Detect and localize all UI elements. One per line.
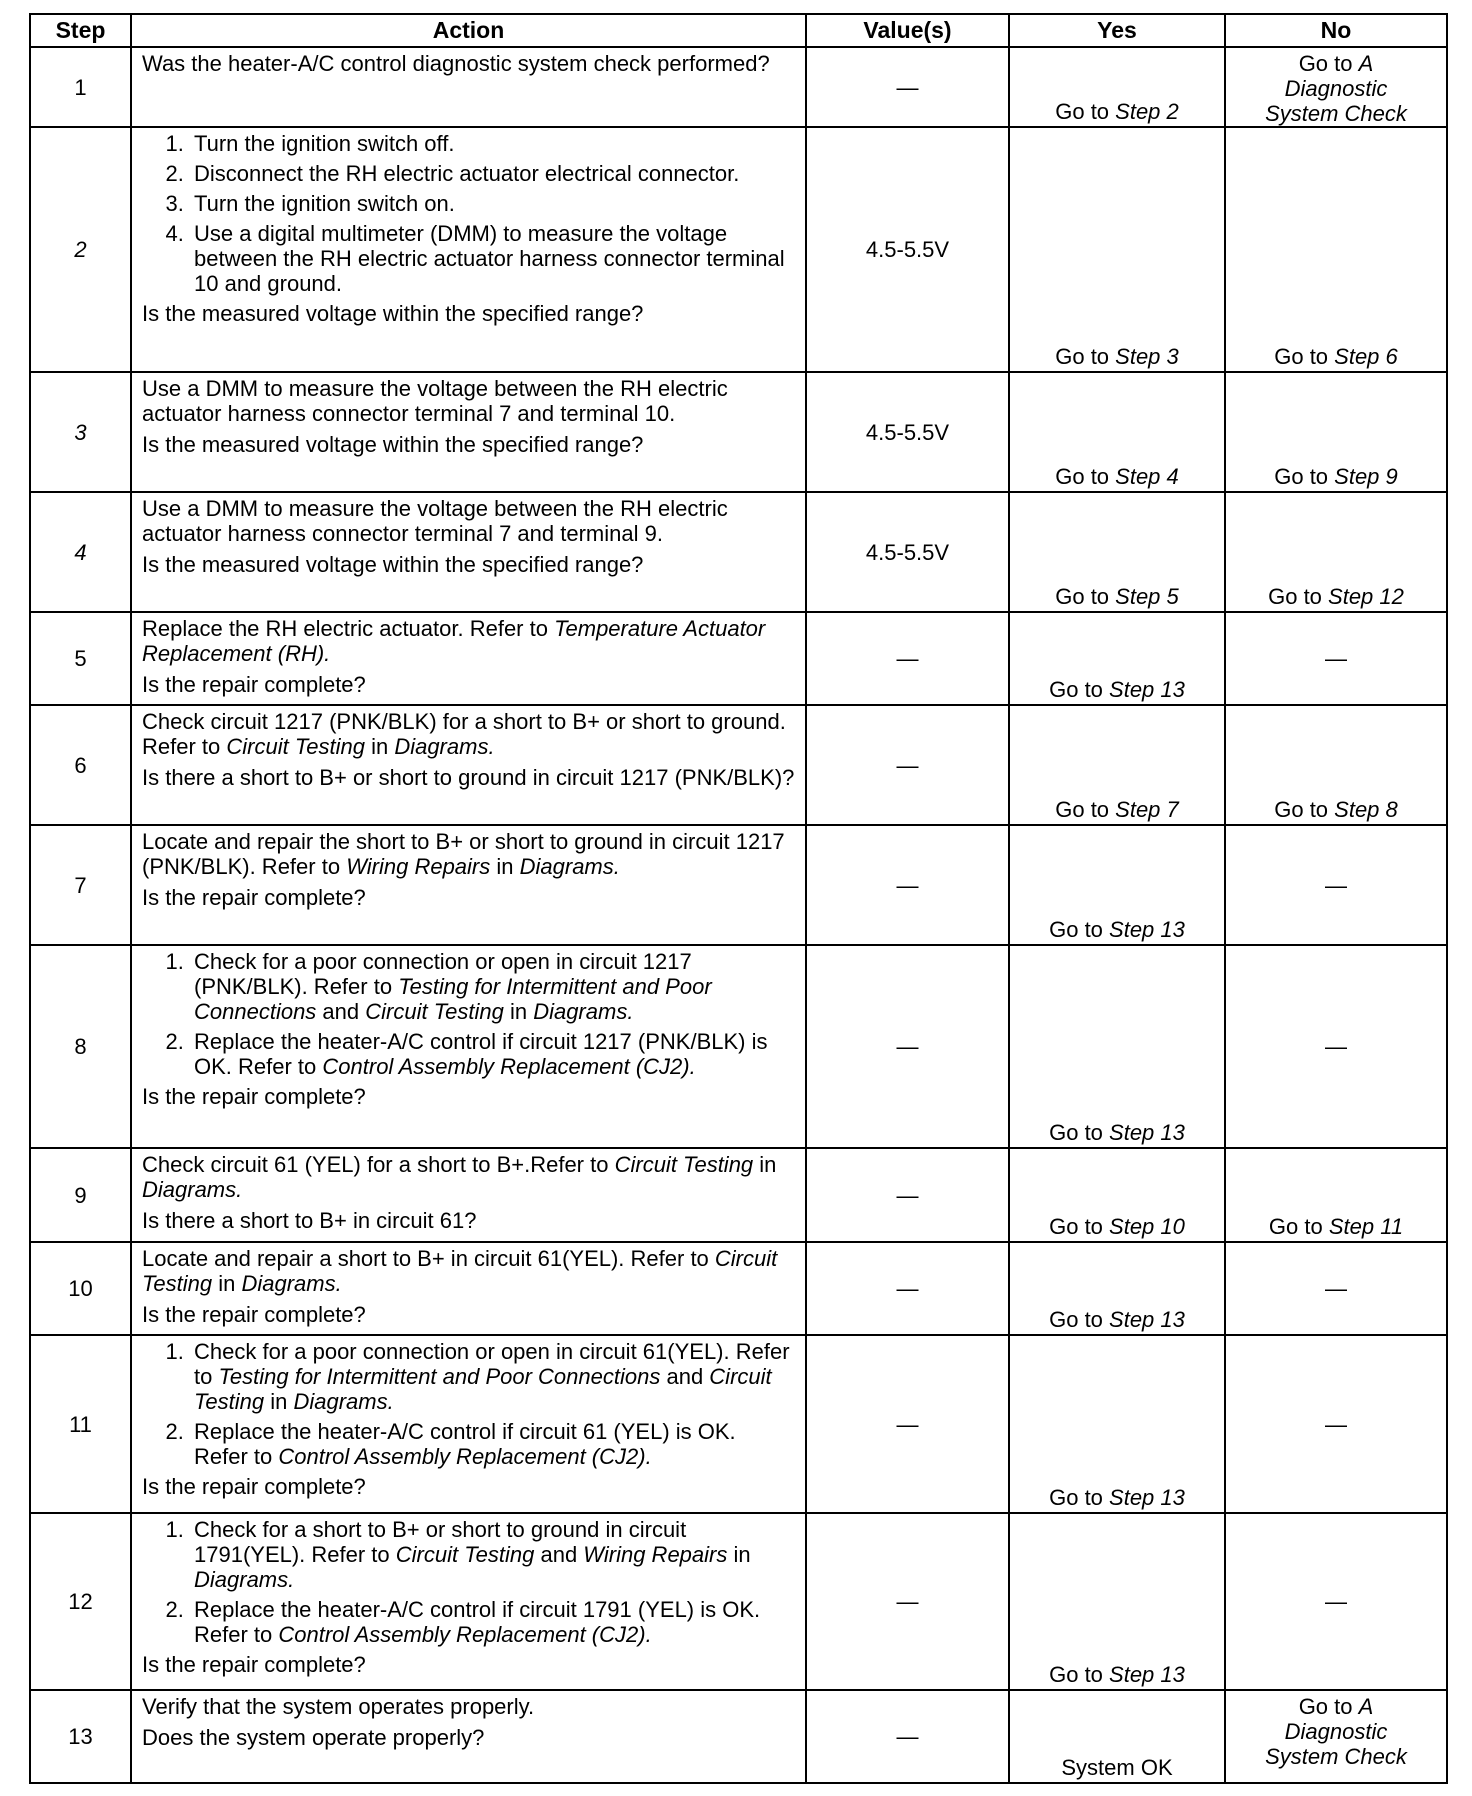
yes-cell xyxy=(1009,945,1225,1148)
yes-prefix: Go to xyxy=(1049,1214,1110,1239)
value-cell: — xyxy=(806,825,1009,945)
action-ref: Control Assembly Replacement (CJ2). xyxy=(278,1444,652,1469)
yes-step-link: Step 13 xyxy=(1109,1307,1185,1332)
step-number: 12 xyxy=(30,1513,131,1690)
yes-cell xyxy=(1009,1335,1225,1513)
header-values: Value(s) xyxy=(806,14,1009,47)
yes-cell xyxy=(1009,1242,1225,1335)
value-cell: — xyxy=(806,1242,1009,1335)
yes-prefix: Go to xyxy=(1049,1307,1110,1332)
action-text: Use a DMM to measure the voltage between the RH electric actuator harness connector terminal 7 and terminal 10. xyxy=(142,376,728,426)
action-text: Was the heater-A/C control diagnostic system check performed? xyxy=(142,51,770,76)
action-ref: Circuit Testing xyxy=(614,1152,754,1177)
step-number: 8 xyxy=(30,945,131,1148)
action-steps-list xyxy=(142,131,795,296)
no-cell xyxy=(1225,492,1447,612)
action-ref: Wiring Repairs xyxy=(583,1542,728,1567)
header-no: No xyxy=(1225,14,1447,47)
action-cell xyxy=(131,47,806,127)
action-text-part: Check for a short to B+ or short to ground in circuit 1791(YEL). Refer to xyxy=(194,1517,687,1567)
step-number: 9 xyxy=(30,1148,131,1242)
action-text-part: in xyxy=(490,854,520,879)
yes-prefix: Go to xyxy=(1055,797,1116,822)
action-text: Verify that the system operates properly. xyxy=(142,1694,535,1719)
action-text-part: Check for a poor connection or open in circuit 61(YEL). Refer to xyxy=(194,1339,790,1389)
header-step: Step xyxy=(30,14,131,47)
header-row xyxy=(30,14,1447,47)
action-ref: Diagrams. xyxy=(142,1177,243,1202)
action-cell xyxy=(131,1242,806,1335)
yes-cell xyxy=(1009,492,1225,612)
yes-cell xyxy=(1009,705,1225,825)
action-question: Is there a short to B+ or short to ground in circuit 1217 (PNK/BLK)? xyxy=(142,765,795,790)
no-cell xyxy=(1225,372,1447,492)
action-ref: Circuit Testing xyxy=(365,999,504,1024)
no-cell xyxy=(1225,1690,1447,1783)
no-ref-line3: System Check xyxy=(1265,1744,1407,1769)
action-text-part: Replace the heater-A/C control if circuit 1791 (YEL) is OK. Refer to xyxy=(194,1597,761,1647)
action-text-part: and xyxy=(316,999,366,1024)
action-step-item: 1. Turn the ignition switch off. xyxy=(190,131,795,156)
step-number: 6 xyxy=(30,705,131,825)
yes-prefix: Go to xyxy=(1055,99,1116,124)
action-ref: Wiring Repairs xyxy=(346,854,491,879)
action-cell xyxy=(131,825,806,945)
value-cell: 4.5-5.5V xyxy=(806,372,1009,492)
value-cell: 4.5-5.5V xyxy=(806,127,1009,372)
yes-step-link: Step 13 xyxy=(1109,1485,1185,1510)
action-text-part: in xyxy=(727,1542,751,1567)
no-cell: — xyxy=(1225,825,1447,945)
action-text-part: Replace the heater-A/C control if circuit 61 (YEL) is OK. Refer to xyxy=(194,1419,736,1469)
action-text-part: Locate and repair a short to B+ in circuit 61(YEL). Refer to xyxy=(142,1246,715,1271)
action-step-item xyxy=(190,1029,795,1079)
action-text-part: Replace the RH electric actuator. Refer to xyxy=(142,616,555,641)
yes-cell xyxy=(1009,1513,1225,1690)
action-question: Is the repair complete? xyxy=(142,1302,366,1327)
no-prefix: Go to xyxy=(1274,344,1335,369)
action-ref: Diagrams. xyxy=(519,854,620,879)
step-number: 4 xyxy=(30,492,131,612)
action-text-part: in xyxy=(264,1389,294,1414)
action-text-part: in xyxy=(364,734,395,759)
action-ref: Control Assembly Replacement (CJ2). xyxy=(278,1622,652,1647)
action-ref: Diagrams. xyxy=(394,734,495,759)
action-steps-list xyxy=(142,949,795,1079)
action-question: Is the repair complete? xyxy=(142,885,366,910)
no-cell: — xyxy=(1225,1335,1447,1513)
action-cell xyxy=(131,1690,806,1783)
action-question: Is the repair complete? xyxy=(142,1084,366,1109)
step-number: 3 xyxy=(30,372,131,492)
action-text-part: Check circuit 61 (YEL) for a short to B+.Refer to xyxy=(142,1152,615,1177)
header-yes: Yes xyxy=(1009,14,1225,47)
step-number: 10 xyxy=(30,1242,131,1335)
table-row xyxy=(30,492,1447,612)
action-text-part: and xyxy=(534,1542,584,1567)
action-text xyxy=(142,709,795,759)
no-step-link: Step 8 xyxy=(1334,797,1398,822)
action-step-item xyxy=(190,1419,795,1469)
no-cell xyxy=(1225,1148,1447,1242)
no-prefix: Go to xyxy=(1268,584,1329,609)
action-cell xyxy=(131,612,806,705)
no-step-link: Step 12 xyxy=(1328,584,1404,609)
action-step-item xyxy=(190,1597,795,1647)
table-row xyxy=(30,1513,1447,1690)
no-cell xyxy=(1225,705,1447,825)
table-row xyxy=(30,372,1447,492)
action-cell xyxy=(131,127,806,372)
step-number: 1 xyxy=(30,47,131,127)
action-cell xyxy=(131,705,806,825)
action-text-part: and xyxy=(660,1364,710,1389)
table-row xyxy=(30,1335,1447,1513)
no-cell: — xyxy=(1225,1513,1447,1690)
yes-cell xyxy=(1009,825,1225,945)
no-step-link: Step 9 xyxy=(1334,464,1398,489)
no-cell xyxy=(1225,127,1447,372)
action-text xyxy=(142,1152,795,1202)
action-question: Is the repair complete? xyxy=(142,1652,366,1677)
yes-step-link: Step 7 xyxy=(1115,797,1179,822)
action-step-item xyxy=(190,949,795,1024)
action-text-part: in xyxy=(212,1271,242,1296)
action-question: Is the measured voltage within the specified range? xyxy=(142,552,644,577)
yes-cell: System OK xyxy=(1009,1690,1225,1783)
no-ref-line3: System Check xyxy=(1265,101,1407,126)
no-prefix: Go to xyxy=(1268,1214,1329,1239)
action-cell xyxy=(131,1148,806,1242)
action-ref: Diagrams. xyxy=(241,1271,342,1296)
yes-step-link: Step 13 xyxy=(1109,917,1185,942)
action-text-part: in xyxy=(753,1152,777,1177)
value-cell: — xyxy=(806,47,1009,127)
action-text-part: Replace the heater-A/C control if circuit 1217 (PNK/BLK) is OK. Refer to xyxy=(194,1029,768,1079)
value-cell: — xyxy=(806,1690,1009,1783)
action-cell xyxy=(131,1335,806,1513)
action-steps-list xyxy=(142,1339,795,1469)
yes-step-link: Step 13 xyxy=(1109,1662,1185,1687)
action-step-item: 4. Use a digital multimeter (DMM) to measure the voltage between the RH electric actuator harness connector terminal 10 and ground. xyxy=(190,221,795,296)
value-cell: — xyxy=(806,705,1009,825)
no-prefix: Go to xyxy=(1298,1694,1359,1719)
yes-step-link: Step 2 xyxy=(1115,99,1179,124)
action-text-part: Check for a poor connection or open in circuit 1217 (PNK/BLK). Refer to xyxy=(194,949,692,999)
action-question: Is the repair complete? xyxy=(142,1474,366,1499)
table-row xyxy=(30,127,1447,372)
no-step-link: Step 11 xyxy=(1328,1214,1404,1239)
action-question: Is the repair complete? xyxy=(142,672,366,697)
yes-step-link: Step 13 xyxy=(1109,1120,1185,1145)
yes-step-link: Step 13 xyxy=(1109,677,1185,702)
yes-prefix: Go to xyxy=(1049,1120,1110,1145)
no-prefix: Go to xyxy=(1274,797,1335,822)
value-cell: — xyxy=(806,1513,1009,1690)
value-cell: 4.5-5.5V xyxy=(806,492,1009,612)
action-ref: Circuit Testing xyxy=(142,1246,778,1296)
table-row xyxy=(30,1242,1447,1335)
action-ref: Circuit Testing xyxy=(395,1542,535,1567)
action-cell xyxy=(131,372,806,492)
step-number: 2 xyxy=(30,127,131,372)
yes-step-link: Step 5 xyxy=(1115,584,1179,609)
action-text-part: in xyxy=(503,999,534,1024)
yes-step-link: Step 4 xyxy=(1115,464,1179,489)
yes-cell xyxy=(1009,1148,1225,1242)
no-ref-a: A xyxy=(1358,51,1374,76)
no-cell: — xyxy=(1225,1242,1447,1335)
header-action: Action xyxy=(131,14,806,47)
table-row xyxy=(30,612,1447,705)
action-text xyxy=(142,1246,795,1296)
action-text xyxy=(142,616,795,666)
yes-prefix: Go to xyxy=(1049,677,1110,702)
table-row xyxy=(30,47,1447,127)
action-cell xyxy=(131,1513,806,1690)
action-ref: Diagrams. xyxy=(533,999,634,1024)
step-number: 13 xyxy=(30,1690,131,1783)
yes-cell xyxy=(1009,127,1225,372)
action-cell xyxy=(131,945,806,1148)
step-number: 7 xyxy=(30,825,131,945)
step-number: 11 xyxy=(30,1335,131,1513)
action-steps-list xyxy=(142,1517,795,1647)
table-row xyxy=(30,1690,1447,1783)
no-ref-line2: Diagnostic xyxy=(1284,76,1388,101)
value-cell: — xyxy=(806,945,1009,1148)
action-step-item xyxy=(190,1339,795,1414)
action-ref: Testing for Intermittent and Poor Connections xyxy=(194,974,712,1024)
action-step-item xyxy=(190,1517,795,1592)
yes-step-link: Step 3 xyxy=(1115,344,1179,369)
action-step-item: 2. Disconnect the RH electric actuator electrical connector. xyxy=(190,161,795,186)
yes-prefix: Go to xyxy=(1055,344,1116,369)
diagnostic-table xyxy=(29,13,1448,1784)
action-text-part: Locate and repair the short to B+ or short to ground in circuit 1217 (PNK/BLK). Refer to xyxy=(142,829,785,879)
no-cell: — xyxy=(1225,945,1447,1148)
table-row xyxy=(30,705,1447,825)
action-cell xyxy=(131,492,806,612)
no-cell: — xyxy=(1225,612,1447,705)
yes-step-link: Step 10 xyxy=(1109,1214,1185,1239)
no-ref-a: A xyxy=(1358,1694,1374,1719)
yes-prefix: Go to xyxy=(1049,917,1110,942)
yes-prefix: Go to xyxy=(1055,584,1116,609)
action-ref: Circuit Testing xyxy=(226,734,365,759)
value-cell: — xyxy=(806,612,1009,705)
yes-prefix: Go to xyxy=(1055,464,1116,489)
action-text xyxy=(142,829,795,879)
yes-cell xyxy=(1009,47,1225,127)
action-text-part: Check circuit 1217 (PNK/BLK) for a short to B+ or short to ground. Refer to xyxy=(142,709,786,759)
yes-cell xyxy=(1009,612,1225,705)
table-row xyxy=(30,1148,1447,1242)
table-row xyxy=(30,945,1447,1148)
action-ref: Diagrams. xyxy=(194,1567,295,1592)
value-cell: — xyxy=(806,1148,1009,1242)
action-question: Is there a short to B+ in circuit 61? xyxy=(142,1208,477,1233)
action-question: Does the system operate properly? xyxy=(142,1725,485,1750)
action-ref: Diagrams. xyxy=(293,1389,394,1414)
no-step-link: Step 6 xyxy=(1334,344,1398,369)
action-step-item: 3. Turn the ignition switch on. xyxy=(190,191,795,216)
table-row xyxy=(30,825,1447,945)
action-text: Use a DMM to measure the voltage between the RH electric actuator harness connector terminal 7 and terminal 9. xyxy=(142,496,728,546)
yes-prefix: Go to xyxy=(1049,1485,1110,1510)
yes-cell xyxy=(1009,372,1225,492)
no-prefix: Go to xyxy=(1274,464,1335,489)
step-number: 5 xyxy=(30,612,131,705)
no-cell xyxy=(1225,47,1447,127)
action-question: Is the measured voltage within the specified range? xyxy=(142,432,644,457)
action-ref: Control Assembly Replacement (CJ2). xyxy=(322,1054,696,1079)
yes-prefix: Go to xyxy=(1049,1662,1110,1687)
action-question: Is the measured voltage within the specified range? xyxy=(142,301,644,326)
value-cell: — xyxy=(806,1335,1009,1513)
no-prefix: Go to xyxy=(1298,51,1359,76)
no-ref-line2: Diagnostic xyxy=(1284,1719,1388,1744)
action-ref: Circuit Testing xyxy=(194,1364,772,1414)
action-ref: Testing for Intermittent and Poor Connections xyxy=(218,1364,661,1389)
action-ref: Temperature Actuator Replacement (RH). xyxy=(142,616,766,666)
